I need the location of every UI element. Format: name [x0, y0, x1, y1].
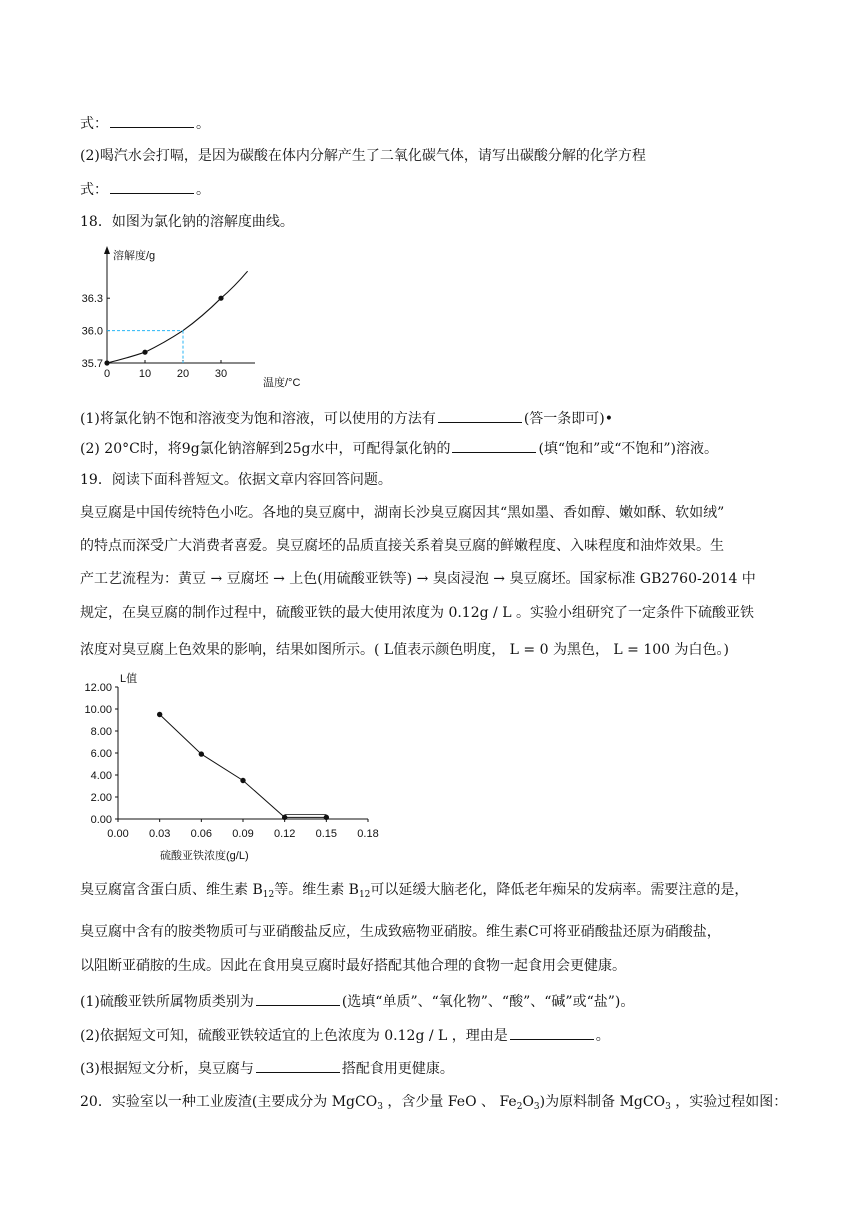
question-20	[80, 1092, 787, 1117]
y-tick-label: 12.00	[84, 682, 112, 694]
text: (2)依据短文可知，硫酸亚铁较适宜的上色浓度为 0.12g / L ，理由是	[80, 1028, 508, 1044]
y-tick-label: 36.0	[81, 325, 103, 338]
subscript: 3	[665, 1102, 671, 1112]
x-tick-label: 0.18	[357, 828, 379, 840]
question-19-2	[80, 1025, 610, 1046]
text: 式：	[80, 182, 108, 198]
answer-line-1	[80, 113, 210, 134]
y-tick-label: 4.00	[90, 770, 112, 782]
text: 搭配食用更健康。	[341, 1061, 454, 1077]
solubility-curve	[107, 271, 248, 363]
text: 臭豆腐富含蛋白质、维生素 B	[80, 882, 263, 898]
text: 可以延缓大脑老化，降低老年痴呆的发病率。需要注意的是，	[370, 882, 749, 898]
x-axis-label: 温度/°C	[263, 377, 301, 389]
text: ，实验过程如图：	[670, 1094, 788, 1110]
answer-blank[interactable]	[510, 1025, 594, 1040]
x-tick-label: 0.06	[190, 828, 213, 840]
subscript: 2	[516, 1102, 523, 1112]
data-point	[240, 778, 245, 783]
y-tick-label: 0.00	[90, 814, 112, 826]
x-tick-label: 0.00	[107, 828, 129, 840]
y-tick-label: 2.00	[90, 792, 112, 804]
answer-blank[interactable]	[438, 408, 522, 423]
text: 。	[196, 182, 210, 198]
answer-blank[interactable]	[256, 1058, 340, 1073]
subscript: 12	[262, 890, 275, 900]
paragraph-line: 的特点而深受广大消费者喜爱。臭豆腐坯的品质直接关系着臭豆腐的鲜嫩程度、入味程度和油炸效果。生	[80, 538, 724, 554]
x-tick-label: 20	[176, 368, 190, 380]
y-tick-label: 8.00	[90, 726, 112, 738]
paragraph-line: 臭豆腐中含有的胺类物质可与亚硝酸盐反应，生成致癌物亚硝胺。维生素C可将亚硝酸盐还原为硝酸盐，	[80, 924, 721, 940]
text: 等。维生素 B	[274, 882, 359, 898]
question-18-1	[80, 408, 613, 429]
paragraph-line: 规定，在臭豆腐的制作过程中，硫酸亚铁的最大使用浓度为 0.12g / L 。实验小组研究了一定条件下硫酸亚铁	[80, 605, 754, 621]
answer-blank[interactable]	[452, 438, 536, 453]
question-17-2: (2)喝汽水会打嗝，是因为碳酸在体内分解产生了二氧化碳气体，请写出碳酸分解的化学方程	[80, 148, 646, 164]
text: (1)硫酸亚铁所属物质类别为	[80, 994, 254, 1010]
x-tick-label: 10	[138, 368, 152, 380]
subscript: 12	[358, 890, 371, 900]
x-tick-label: 0.15	[315, 828, 338, 840]
paragraph-line: 以阻断亚硝胺的生成。因此在食用臭豆腐时最好搭配其他合理的食物一起食用会更健康。	[80, 958, 626, 974]
text: (答一条即可)•	[523, 411, 614, 427]
y-axis-label: L值	[120, 673, 138, 685]
y-tick-label: 6.00	[90, 748, 112, 760]
text: (1)将氯化钠不饱和溶液变为饱和溶液，可以使用的方法有	[80, 411, 436, 427]
text: O	[522, 1094, 534, 1110]
text: 式：	[80, 116, 108, 132]
data-point	[282, 815, 287, 820]
x-tick-label: 0.12	[273, 828, 296, 840]
x-axis-label: 硫酸亚铁浓度(g/L)	[160, 850, 249, 862]
text: )为原料制备 MgCO	[539, 1094, 666, 1110]
y-tick-label: 35.7	[81, 358, 103, 370]
question-19-3	[80, 1058, 454, 1079]
data-point	[142, 350, 147, 355]
l-value-line	[160, 715, 327, 818]
solubility-chart	[80, 238, 320, 393]
data-point	[157, 712, 162, 717]
answer-line-2	[80, 179, 210, 200]
x-tick-label: 30	[214, 368, 228, 380]
data-point	[199, 751, 204, 756]
answer-blank[interactable]	[110, 179, 194, 194]
question-18: 18．如图为氯化钠的溶解度曲线。	[80, 214, 294, 230]
text: (选填“单质”、“氧化物”、“酸”、“碱”或“盐”)。	[341, 994, 635, 1010]
question-19: 19．阅读下面科普短文。依据文章内容回答问题。	[80, 472, 392, 488]
y-axis-arrow	[104, 246, 110, 254]
subscript: 3	[377, 1102, 383, 1112]
data-point	[104, 360, 109, 365]
x-tick-label: 0	[103, 368, 111, 380]
subscript: 3	[533, 1102, 540, 1112]
paragraph-line: 臭豆腐是中国传统特色小吃。各地的臭豆腐中，湖南长沙臭豆腐因其“黑如墨、香如醇、嫩如酥、软如绒”	[80, 505, 725, 521]
text: (填“饱和”或“不饱和”)溶液。	[538, 441, 719, 457]
text: (2) 20°C时，将9g氯化钠溶解到25g水中，可配得氯化钠的	[80, 441, 451, 457]
x-tick-label: 0.03	[148, 828, 171, 840]
data-point	[218, 296, 223, 301]
data-point	[324, 815, 329, 820]
question-18-2	[80, 438, 718, 459]
text: 。	[595, 1028, 610, 1044]
y-axis-label: 溶解度/g	[113, 250, 156, 262]
y-tick-label: 36.3	[81, 293, 103, 306]
question-19-1	[80, 991, 634, 1012]
answer-blank[interactable]	[256, 991, 340, 1006]
text: 。	[196, 116, 210, 132]
paragraph-line	[80, 880, 748, 905]
paragraph-line: 浓度对臭豆腐上色效果的影响，结果如图所示。( L值表示颜色明度， L = 0 为黑色， L = 100 为白色。)	[80, 642, 729, 658]
y-tick-label: 10.00	[84, 704, 112, 716]
answer-blank[interactable]	[110, 113, 194, 128]
l-value-chart	[80, 668, 410, 868]
text: ，含少量 FeO 、 Fe	[382, 1094, 517, 1110]
text: (3)根据短文分析，臭豆腐与	[80, 1061, 254, 1077]
x-tick-label: 0.09	[232, 828, 254, 840]
paragraph-line: 产工艺流程为：黄豆 → 豆腐坯 → 上色(用硫酸亚铁等) → 臭卤浸泡 → 臭豆腐坯。国家标准 GB2760-2014 中	[80, 571, 756, 587]
text: 20．实验室以一种工业废渣(主要成分为 MgCO	[80, 1094, 378, 1110]
